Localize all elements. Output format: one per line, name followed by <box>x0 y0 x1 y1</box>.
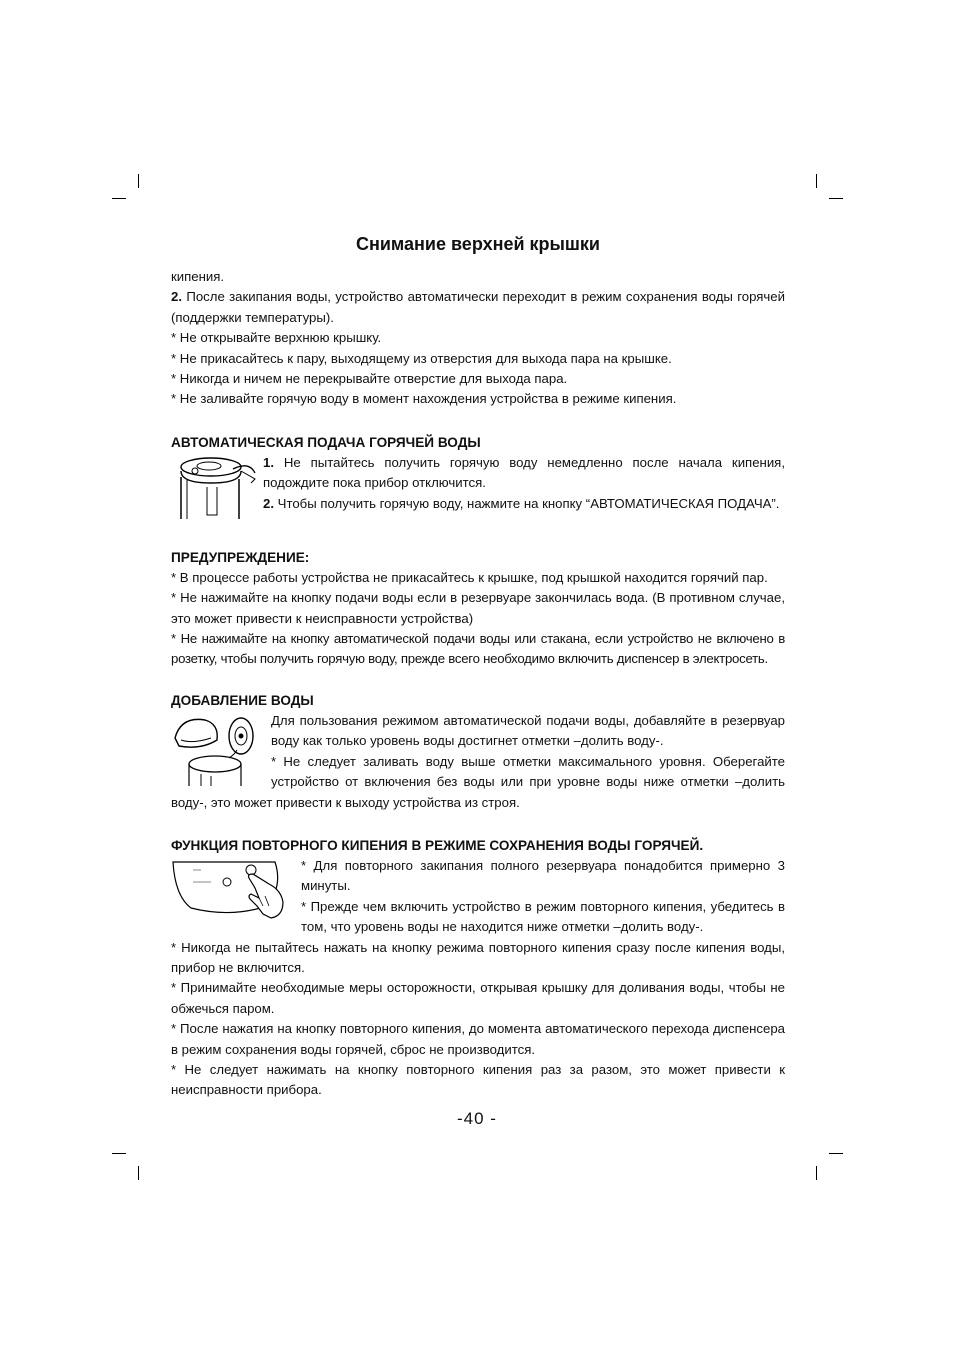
crop-mark <box>138 174 139 188</box>
step-number: 2. <box>263 495 274 511</box>
intro-bullet: * Не открывайте верхнюю крышку. <box>171 330 382 346</box>
auto-feed-step-2 <box>171 494 785 514</box>
crop-mark <box>138 1166 139 1180</box>
warning-item: * Не нажимайте на кнопку автоматической подачи воды или стакана, если устройство не включено в розетку, чтобы получить горячую воду, прежде всего необходимо включить диспенсер в электросеть. <box>171 631 785 667</box>
reboil-item: * Не следует нажимать на кнопку повторного кипения раз за разом, это может привести к неисправности прибора. <box>171 1061 785 1098</box>
reboil-paragraph-1: * Для повторного закипания полного резервуара понадобится примерно 3 минуты. <box>301 857 785 894</box>
open-lid-icon <box>171 714 257 786</box>
step-number: 1. <box>263 454 274 470</box>
auto-feed-block <box>171 453 785 521</box>
step-number: 2. <box>171 289 182 305</box>
intro-step-2 <box>171 287 785 328</box>
reboil-block <box>171 856 785 938</box>
reboil-item: * Принимайте необходимые меры осторожности, открывая крышку для доливания воды, чтобы не обжечься паром. <box>171 980 785 1016</box>
add-water-paragraph-2: * Не следует заливать воду выше отметки максимального уровня. Оберегайте устройство от включения без воды или при уровне воды ниже отметки –долить воду-, это может привести к выходу устройства из строя. <box>171 753 785 810</box>
reboil-item: * После нажатия на кнопку повторного кипения, до момента автоматического перехода диспенсера в режим сохранения воды горячей, сброс не производится. <box>171 1021 785 1057</box>
intro-bullet: * Никогда и ничем не перекрывайте отверстие для выхода пара. <box>171 371 568 387</box>
section-heading-add-water: ДОБАВЛЕНИЕ ВОДЫ <box>171 692 314 708</box>
auto-feed-step-1 <box>171 453 785 494</box>
page-content <box>171 231 785 1101</box>
step-text: Не пытайтесь получить горячую воду немедленно после начала кипения, подождите пока прибор отключится. <box>263 454 785 491</box>
reboil-item: * Никогда не пытайтесь нажать на кнопку режима повторного кипения сразу после кипения воды, прибор не включится. <box>171 939 785 975</box>
crop-mark <box>829 198 843 199</box>
intro-bullet: * Не прикасайтесь к пару, выходящему из отверстия для выхода пара на крышке. <box>171 350 672 366</box>
crop-mark <box>816 1166 817 1180</box>
control-panel-illustration <box>171 856 287 920</box>
crop-mark <box>112 198 126 199</box>
crop-mark <box>829 1153 843 1154</box>
thermopot-lid-icon <box>171 453 257 521</box>
warning-item: * В процессе работы устройства не прикасайтесь к крышке, под крышкой находится горячий пар. <box>171 569 768 585</box>
crop-mark <box>816 174 817 188</box>
step-text: Чтобы получить горячую воду, нажмите на кнопку “АВТОМАТИЧЕСКАЯ ПОДАЧА”. <box>274 495 780 511</box>
reboil-button-hand-icon <box>171 856 287 920</box>
section-heading-warning: ПРЕДУПРЕЖДЕНИЕ: <box>171 549 310 565</box>
page-number: -40 - <box>457 1109 497 1128</box>
intro-line: кипения. <box>171 269 225 284</box>
thermopot-top-illustration <box>171 453 257 521</box>
section-heading-reboil: ФУНКЦИЯ ПОВТОРНОГО КИПЕНИЯ В РЕЖИМЕ СОХРАНЕНИЯ ВОДЫ ГОРЯЧЕЙ. <box>171 837 704 853</box>
add-water-paragraph-1: Для пользования режимом автоматической подачи воды, добавляйте в резервуар воду как только уровень воды достигнет отметки –долить воду-. <box>271 712 785 749</box>
step-text: После закипания воды, устройство автоматически переходит в режим сохранения воды горячей (поддержки температуры). <box>171 289 785 325</box>
reboil-paragraph-2: * Прежде чем включить устройство в режим повторного кипения, убедитесь в том, что уровень воды не находится ниже отметки –долить воду-. <box>301 898 785 935</box>
intro-bullet: * Не заливайте горячую воду в момент нахождения устройства в режиме кипения. <box>171 391 677 407</box>
crop-mark <box>112 1153 126 1154</box>
open-lid-illustration <box>171 714 257 786</box>
page-title: Снимание верхней крышки <box>356 234 600 254</box>
add-water-block <box>171 711 785 813</box>
warning-item: * Не нажимайте на кнопку подачи воды если в резервуаре закончилась вода. (В противном случае, это может привести к неисправности устройства) <box>171 590 785 626</box>
section-heading-auto-feed: АВТОМАТИЧЕСКАЯ ПОДАЧА ГОРЯЧЕЙ ВОДЫ <box>171 434 481 450</box>
